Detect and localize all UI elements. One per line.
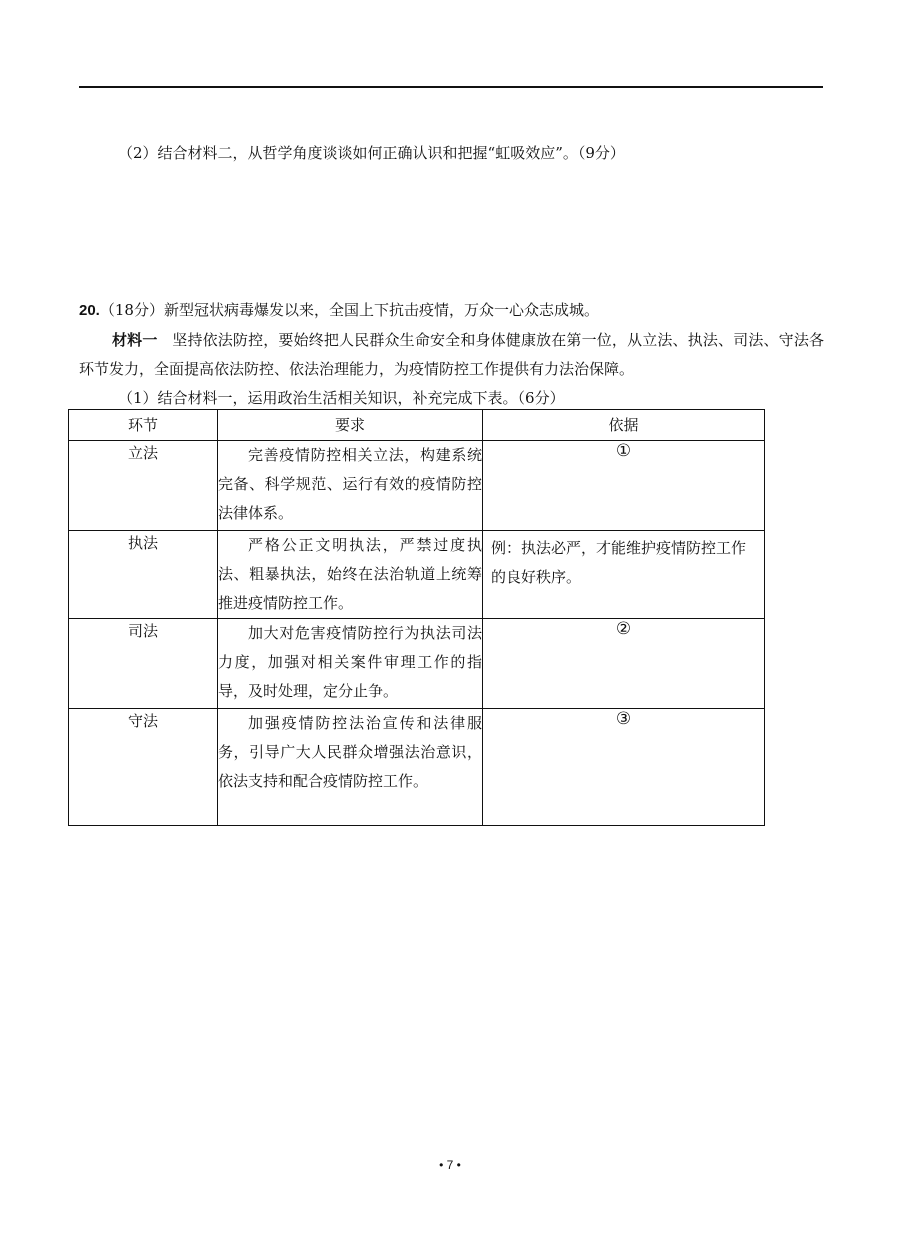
material-one [79, 326, 824, 384]
table-row [69, 441, 765, 531]
stage-cell: 执法 [69, 531, 218, 619]
question-20-sub1: （1）结合材料一，运用政治生活相关知识，补充完成下表。（6分） [118, 389, 565, 407]
answer-table [68, 409, 765, 826]
header-basis: 依据 [483, 410, 765, 441]
header-requirement: 要求 [218, 410, 483, 441]
basis-blank-3: ③ [483, 709, 765, 826]
requirement-cell: 严格公正文明执法，严禁过度执法、粗暴执法，始终在法治轨道上统筹推进疫情防控工作。 [218, 531, 483, 619]
header-stage: 环节 [69, 410, 218, 441]
table-header-row [69, 410, 765, 441]
question-20-intro: 新型冠状病毒爆发以来，全国上下抗击疫情，万众一心众志成城。 [163, 301, 599, 319]
material-one-text: 坚持依法防控，要始终把人民群众生命安全和身体健康放在第一位，从立法、执法、司法、守法各环节发力，全面提高依法防控、依法治理能力，为疫情防控工作提供有力法治保障。 [79, 331, 824, 378]
requirement-cell: 加大对危害疫情防控行为执法司法力度，加强对相关案件审理工作的指导，及时处理，定分止争。 [218, 619, 483, 709]
requirement-cell: 加强疫情防控法治宣传和法律服务，引导广大人民群众增强法治意识，依法支持和配合疫情防控工作。 [218, 709, 483, 826]
basis-example: 例：执法必严，才能维护疫情防控工作的良好秩序。 [483, 531, 765, 619]
requirement-cell: 完善疫情防控相关立法，构建系统完备、科学规范、运行有效的疫情防控法律体系。 [218, 441, 483, 531]
page-number: • 7 • [439, 1158, 461, 1172]
table-row [69, 531, 765, 619]
basis-blank-1: ① [483, 441, 765, 531]
stage-cell: 立法 [69, 441, 218, 531]
stage-cell: 守法 [69, 709, 218, 826]
material-one-label: 材料一 [112, 331, 158, 349]
table-row [69, 709, 765, 826]
stage-cell: 司法 [69, 619, 218, 709]
question-20-heading [79, 298, 839, 323]
table-row [69, 619, 765, 709]
question-20-score: （18分） [99, 301, 164, 319]
header-rule [79, 86, 823, 88]
question-20-number: 20. [79, 302, 100, 319]
question-2-sub2: （2）结合材料二，从哲学角度谈谈如何正确认识和把握“虹吸效应”。（9分） [118, 144, 625, 162]
basis-blank-2: ② [483, 619, 765, 709]
